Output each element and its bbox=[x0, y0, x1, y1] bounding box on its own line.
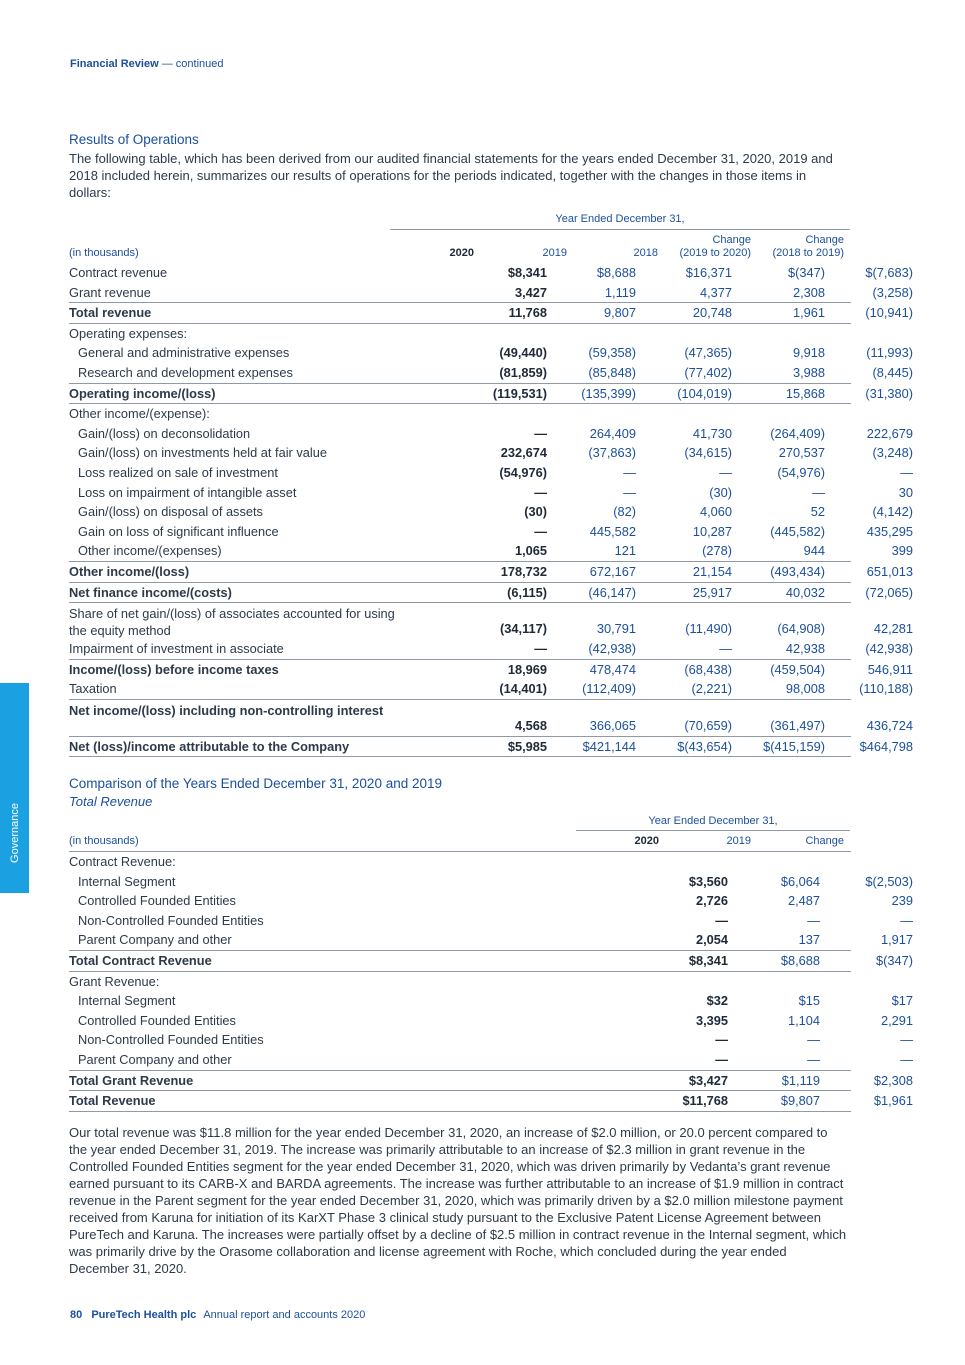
table-cell: 2,487 bbox=[787, 893, 820, 909]
row-label: Other income/(loss) bbox=[69, 563, 190, 579]
row-label: Impairment of investment in associate bbox=[69, 641, 284, 657]
table-cell: 222,679 bbox=[866, 425, 913, 441]
table-cell: — bbox=[812, 484, 825, 500]
results-table bbox=[69, 263, 913, 757]
table-cell: 2,291 bbox=[880, 1012, 913, 1028]
table-cell: (72,065) bbox=[865, 584, 913, 600]
table-cell: (82) bbox=[613, 504, 636, 520]
table-cell: (11,993) bbox=[866, 345, 913, 361]
table-cell: (64,908) bbox=[777, 621, 825, 637]
table-cell: $(43,654) bbox=[677, 738, 732, 754]
table-cell: — bbox=[534, 641, 547, 657]
table-cell: (14,401) bbox=[499, 681, 547, 697]
table-cell: (119,531) bbox=[492, 385, 547, 401]
table-cell: (112,409) bbox=[582, 681, 636, 697]
table-cell: $464,798 bbox=[859, 738, 913, 754]
results-units: (in thousands) bbox=[69, 247, 139, 259]
revenue-period: Year Ended December 31, bbox=[648, 815, 778, 827]
table-cell: — bbox=[807, 1032, 820, 1048]
table-cell: (47,365) bbox=[684, 345, 732, 361]
table-cell: $3,427 bbox=[688, 1072, 728, 1088]
table-cell: 52 bbox=[810, 504, 825, 520]
table-row bbox=[69, 424, 913, 444]
table-cell: 30 bbox=[898, 484, 913, 500]
results-title: Results of Operations bbox=[69, 132, 199, 147]
row-label: Share of net gain/(loss) of associates accounted for using the equity method bbox=[69, 606, 395, 639]
row-label: Parent Company and other bbox=[78, 1051, 232, 1067]
row-label: Contract revenue bbox=[69, 265, 168, 280]
table-row bbox=[69, 872, 913, 892]
table-cell: 4,568 bbox=[514, 717, 547, 733]
table-row bbox=[69, 1030, 913, 1050]
table-cell: 121 bbox=[614, 543, 636, 559]
table-cell: $32 bbox=[706, 993, 728, 1009]
table-cell: 41,730 bbox=[692, 425, 732, 441]
revenue-units: (in thousands) bbox=[69, 835, 139, 847]
table-row bbox=[69, 699, 913, 736]
table-row bbox=[69, 323, 851, 344]
table-cell: $8,688 bbox=[780, 952, 820, 968]
table-cell: (31,380) bbox=[865, 385, 913, 401]
col-change-1-range: (2019 to 2020) bbox=[679, 247, 751, 259]
table-cell: (3,248) bbox=[872, 445, 913, 461]
table-row bbox=[69, 463, 913, 483]
table-cell: 9,807 bbox=[603, 305, 636, 321]
table-cell: (11,490) bbox=[685, 621, 732, 637]
row-label: Controlled Founded Entities bbox=[78, 1012, 236, 1028]
revenue-table bbox=[69, 851, 913, 1112]
table-cell: (34,615) bbox=[684, 445, 732, 461]
table-cell: (278) bbox=[702, 543, 732, 559]
table-cell: — bbox=[534, 425, 547, 441]
table-cell: 40,032 bbox=[785, 584, 825, 600]
comparison-title: Comparison of the Years Ended December 31, 2020 and 2019 bbox=[69, 776, 443, 791]
table-cell: $5,985 bbox=[507, 738, 547, 754]
table-cell: $(7,683) bbox=[865, 265, 913, 280]
table-row bbox=[69, 582, 913, 603]
table-cell: (59,358) bbox=[588, 345, 636, 361]
table-cell: 546,911 bbox=[867, 661, 913, 677]
table-cell: — bbox=[900, 1032, 913, 1048]
row-label: Other income/(expense): bbox=[69, 406, 210, 422]
row-label: Taxation bbox=[69, 681, 117, 697]
table-cell: — bbox=[623, 464, 636, 480]
table-cell: (6,115) bbox=[507, 584, 547, 600]
table-row bbox=[69, 1070, 913, 1091]
row-label: Other income/(expenses) bbox=[78, 543, 222, 559]
table-row bbox=[69, 851, 851, 872]
table-row bbox=[69, 302, 913, 323]
table-cell: $8,688 bbox=[596, 265, 636, 280]
row-label: Total Contract Revenue bbox=[69, 952, 212, 968]
table-row bbox=[69, 363, 913, 383]
table-cell: 42,281 bbox=[873, 621, 913, 637]
table-cell: $17 bbox=[891, 993, 913, 1009]
table-cell: $421,144 bbox=[582, 738, 636, 754]
row-label: Non-Controlled Founded Entities bbox=[78, 912, 264, 928]
continued-label: — continued bbox=[161, 58, 224, 70]
row-label: Gain/(loss) on disposal of assets bbox=[78, 504, 263, 520]
table-cell: 436,724 bbox=[866, 717, 913, 733]
table-cell: 478,474 bbox=[589, 661, 636, 677]
table-cell: 2,054 bbox=[695, 932, 728, 948]
row-label: Total revenue bbox=[69, 305, 152, 321]
row-label: Total Revenue bbox=[69, 1093, 156, 1109]
table-cell: — bbox=[534, 523, 547, 539]
col-change-1-title: Change bbox=[712, 234, 751, 246]
table-cell: 944 bbox=[803, 543, 825, 559]
table-cell: (10,941) bbox=[865, 305, 913, 321]
table-cell: (46,147) bbox=[588, 584, 636, 600]
table-row bbox=[69, 602, 913, 639]
row-label: Loss on impairment of intangible asset bbox=[78, 484, 297, 500]
table-cell: 3,427 bbox=[514, 284, 547, 300]
table-cell: 42,938 bbox=[785, 641, 825, 657]
table-cell: 366,065 bbox=[589, 717, 636, 733]
table-cell: (3,258) bbox=[872, 284, 913, 300]
table-row bbox=[69, 443, 913, 463]
table-cell: — bbox=[900, 912, 913, 928]
row-label: Total Grant Revenue bbox=[69, 1072, 194, 1088]
table-cell: 399 bbox=[891, 543, 913, 559]
table-cell: 1,104 bbox=[787, 1012, 820, 1028]
page-footer bbox=[70, 1309, 365, 1321]
table-row bbox=[69, 541, 913, 561]
table-cell: $3,560 bbox=[688, 873, 728, 889]
table-cell: (30) bbox=[524, 504, 547, 520]
table-cell: $11,768 bbox=[682, 1093, 728, 1109]
table-cell: (85,848) bbox=[588, 364, 636, 380]
table-cell: (8,445) bbox=[872, 364, 913, 380]
table-row bbox=[69, 1050, 913, 1070]
row-label: Operating expenses: bbox=[69, 325, 188, 341]
table-row bbox=[69, 891, 913, 911]
table-row bbox=[69, 283, 913, 303]
row-label: Grant revenue bbox=[69, 284, 151, 300]
table-cell: 672,167 bbox=[589, 563, 636, 579]
table-row bbox=[69, 971, 851, 992]
comparison-subtitle: Total Revenue bbox=[69, 794, 153, 809]
table-cell: 435,295 bbox=[866, 523, 913, 539]
table-cell: (81,859) bbox=[499, 364, 547, 380]
table-cell: 232,674 bbox=[500, 445, 547, 461]
col-2019: 2019 bbox=[542, 247, 567, 259]
table-cell: — bbox=[900, 464, 913, 480]
results-intro: The following table, which has been derived from our audited financial statements for the years ended December 31, 2020, 2019 and 2018 included herein, summarizes our results of operations for the periods indicated, together with the changes in those items in dollars: bbox=[69, 151, 833, 200]
table-cell: $1,119 bbox=[781, 1072, 820, 1088]
table-cell: (70,659) bbox=[684, 717, 732, 733]
row-label: Gain on loss of significant influence bbox=[78, 523, 279, 539]
table-cell: (361,497) bbox=[770, 717, 825, 733]
col-2020: 2020 bbox=[449, 247, 474, 259]
table-cell: $2,308 bbox=[873, 1072, 913, 1088]
table-cell: (77,402) bbox=[684, 364, 732, 380]
row-label: Gain/(loss) on deconsolidation bbox=[78, 425, 251, 441]
table-cell: 1,065 bbox=[514, 543, 547, 559]
table-cell: 1,961 bbox=[792, 305, 825, 321]
row-label: Operating income/(loss) bbox=[69, 385, 216, 401]
table-cell: 3,395 bbox=[695, 1012, 728, 1028]
table-row bbox=[69, 1011, 913, 1031]
table-cell: (30) bbox=[709, 484, 732, 500]
table-row bbox=[69, 911, 913, 931]
table-cell: $(2,503) bbox=[865, 873, 913, 889]
table-cell: 270,537 bbox=[778, 445, 825, 461]
table-cell: 11,768 bbox=[508, 305, 547, 321]
table-cell: 651,013 bbox=[866, 563, 913, 579]
table-row bbox=[69, 991, 913, 1011]
table-row bbox=[69, 522, 913, 542]
row-label: Internal Segment bbox=[78, 873, 176, 889]
table-row bbox=[69, 736, 913, 758]
table-row bbox=[69, 639, 913, 659]
table-cell: (54,976) bbox=[777, 464, 825, 480]
table-cell: $(415,159) bbox=[763, 738, 825, 754]
table-cell: 445,582 bbox=[589, 523, 636, 539]
table-cell: 21,154 bbox=[692, 563, 732, 579]
col-change-2 bbox=[760, 234, 844, 260]
table-row bbox=[69, 561, 913, 582]
table-cell: (110,188) bbox=[859, 681, 913, 697]
table-cell: $(347) bbox=[788, 265, 825, 280]
table-cell: 20,748 bbox=[692, 305, 732, 321]
table-row bbox=[69, 679, 913, 699]
table-cell: $8,341 bbox=[688, 952, 728, 968]
table-cell: 2,308 bbox=[792, 284, 825, 300]
table-row bbox=[69, 383, 913, 404]
table-cell: — bbox=[807, 912, 820, 928]
table-cell: $16,371 bbox=[685, 265, 732, 280]
table-cell: 18,969 bbox=[507, 661, 547, 677]
rev-col-2019: 2019 bbox=[726, 835, 751, 847]
table-cell: $6,064 bbox=[780, 873, 820, 889]
table-cell: (34,117) bbox=[500, 621, 547, 637]
table-cell: 4,060 bbox=[699, 504, 732, 520]
rev-col-change: Change bbox=[805, 835, 844, 847]
report-name: Annual report and accounts 2020 bbox=[203, 1309, 366, 1321]
row-label: Parent Company and other bbox=[78, 932, 232, 948]
table-cell: 25,917 bbox=[692, 584, 732, 600]
col-2018: 2018 bbox=[633, 247, 658, 259]
table-cell: 137 bbox=[798, 932, 820, 948]
table-row bbox=[69, 403, 851, 424]
table-cell: — bbox=[715, 912, 728, 928]
row-label: Controlled Founded Entities bbox=[78, 893, 236, 909]
table-cell: $9,807 bbox=[780, 1093, 820, 1109]
row-label: Net income/(loss) including non-controlling interest bbox=[69, 702, 384, 718]
table-cell: 2,726 bbox=[695, 893, 728, 909]
table-row bbox=[69, 263, 913, 283]
row-label: Non-Controlled Founded Entities bbox=[78, 1032, 264, 1048]
row-label: General and administrative expenses bbox=[78, 345, 290, 361]
table-cell: — bbox=[715, 1051, 728, 1067]
governance-tab-label: Governance bbox=[9, 803, 21, 863]
revenue-commentary: Our total revenue was $11.8 million for the year ended December 31, 2020, an increase of $2.0 million, or 20.0 percent compared to the year ended December 31, 2019. The increase was primarily attributable to an increase of $2.3 million in grant revenue in the Controlled Founded Entities segment for the year ended December 31, 2020, which was driven primarily by Vedanta’s grant revenue earned pursuant to its CARB-X and BARDA agreements. The increase was further attributable to an increase of $1.9 million in contract revenue in the Parent segment for the year ended December 31, 2020, which was primarily driven by a $2.0 million milestone payment received from Karuna for initiation of its KarXT Phase 3 clinical study pursuant to the Exclusive Patent License Agreement between PureTech and Karuna. The increases were partially offset by a decline of $2.5 million in contract revenue in the Internal segment, which was primarily drive by the Orasome collaboration and license agreement with Roche, which concluded during the year ended December 31, 2020. bbox=[69, 1125, 847, 1276]
table-cell: 264,409 bbox=[589, 425, 636, 441]
table-cell: 178,732 bbox=[500, 563, 547, 579]
table-cell: (4,142) bbox=[872, 504, 913, 520]
table-cell: $1,961 bbox=[873, 1093, 913, 1109]
table-row bbox=[69, 950, 913, 971]
table-cell: 1,917 bbox=[880, 932, 913, 948]
section-name: Financial Review bbox=[70, 58, 159, 70]
table-cell: 15,868 bbox=[785, 385, 825, 401]
row-label: Net (loss)/income attributable to the Company bbox=[69, 738, 350, 754]
col-change-1 bbox=[668, 234, 751, 260]
table-cell: 4,377 bbox=[699, 284, 732, 300]
table-cell: (2,221) bbox=[691, 681, 732, 697]
table-row bbox=[69, 930, 913, 950]
table-row bbox=[69, 483, 913, 503]
table-row bbox=[69, 659, 913, 680]
governance-tab[interactable] bbox=[0, 683, 29, 893]
table-cell: $8,341 bbox=[507, 265, 547, 280]
table-cell: — bbox=[715, 1032, 728, 1048]
period-divider bbox=[390, 229, 850, 230]
table-cell: — bbox=[900, 1051, 913, 1067]
rev-col-2020: 2020 bbox=[634, 835, 659, 847]
results-period: Year Ended December 31, bbox=[555, 213, 685, 225]
table-row bbox=[69, 1090, 913, 1112]
table-cell: (459,504) bbox=[770, 661, 825, 677]
table-cell: (493,434) bbox=[770, 563, 825, 579]
page-number: 80 bbox=[70, 1309, 83, 1321]
row-label: Contract Revenue: bbox=[69, 854, 176, 869]
table-row bbox=[69, 343, 913, 363]
row-label: Research and development expenses bbox=[78, 364, 293, 380]
row-label: Net finance income/(costs) bbox=[69, 584, 232, 600]
row-label: Internal Segment bbox=[78, 993, 176, 1009]
table-cell: 98,008 bbox=[785, 681, 825, 697]
table-cell: (42,938) bbox=[865, 641, 913, 657]
company-name: PureTech Health plc bbox=[91, 1309, 197, 1321]
row-label: Gain/(loss) on investments held at fair value bbox=[78, 445, 327, 461]
table-cell: 9,918 bbox=[792, 345, 825, 361]
table-cell: 1,119 bbox=[604, 284, 636, 300]
revenue-period-divider bbox=[576, 830, 850, 831]
table-cell: (445,582) bbox=[770, 523, 825, 539]
table-cell: $(347) bbox=[876, 952, 913, 968]
table-cell: — bbox=[623, 484, 636, 500]
table-cell: — bbox=[719, 641, 732, 657]
table-cell: 3,988 bbox=[792, 364, 825, 380]
table-row bbox=[69, 502, 913, 522]
row-label: Loss realized on sale of investment bbox=[78, 464, 278, 480]
table-cell: — bbox=[534, 484, 547, 500]
table-cell: 239 bbox=[891, 893, 913, 909]
table-cell: (42,938) bbox=[588, 641, 636, 657]
col-change-2-range: (2018 to 2019) bbox=[772, 247, 844, 259]
table-cell: (135,399) bbox=[581, 385, 636, 401]
table-cell: (104,019) bbox=[677, 385, 732, 401]
row-label: Grant Revenue: bbox=[69, 973, 160, 989]
table-cell: (264,409) bbox=[770, 425, 825, 441]
table-cell: (49,440) bbox=[499, 345, 547, 361]
table-cell: — bbox=[807, 1051, 820, 1067]
table-cell: (54,976) bbox=[499, 464, 547, 480]
table-cell: 10,287 bbox=[692, 523, 732, 539]
table-cell: 30,791 bbox=[596, 621, 636, 637]
row-label: Income/(loss) before income taxes bbox=[69, 661, 279, 677]
table-cell: (68,438) bbox=[684, 661, 732, 677]
table-cell: $15 bbox=[798, 993, 820, 1009]
col-change-2-title: Change bbox=[805, 234, 844, 246]
table-cell: (37,863) bbox=[588, 445, 636, 461]
table-cell: — bbox=[719, 464, 732, 480]
page-header bbox=[70, 58, 223, 70]
